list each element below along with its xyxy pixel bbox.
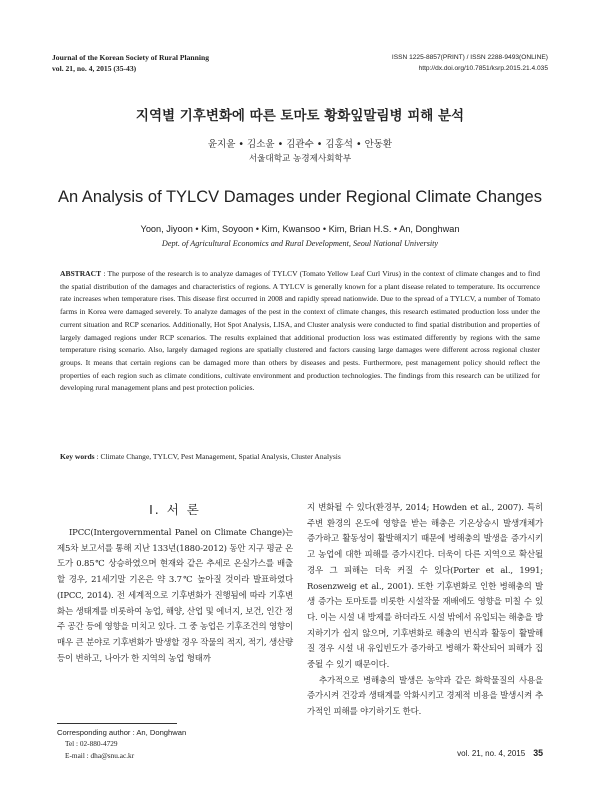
footer-volume: vol. 21, no. 4, 2015	[457, 749, 526, 758]
abstract-label: ABSTRACT	[60, 269, 102, 278]
issn: ISSN 1225-8857(PRINT) / ISSN 2288-9493(ONLINE)	[391, 54, 548, 61]
title-english: An Analysis of TYLCV Damages under Regional Climate Changes	[58, 188, 542, 206]
affiliation-english: Dept. of Agricultural Economics and Rural Development, Seoul National University	[161, 239, 439, 248]
keywords-text: : Climate Change, TYLCV, Pest Management, Spatial Analysis, Cluster Analysis	[94, 452, 341, 461]
keywords	[60, 452, 540, 461]
doi-link[interactable]: http://dx.doi.org/10.7851/ksrp.2015.21.4.035	[418, 65, 548, 72]
affiliation-korean: 서울대학교 농경제사회학부	[248, 154, 352, 164]
journal-header-left	[52, 52, 209, 74]
keywords-label: Key words	[60, 452, 95, 461]
body-column-left	[57, 525, 293, 666]
journal-name: Journal of the Korean Society of Rural Planning	[52, 53, 210, 62]
author-tel: Tel : 02-880-4729	[65, 739, 118, 749]
footnote-divider	[57, 723, 177, 724]
body-paragraph: 추가적으로 병해충의 발생은 농약과 같은 화학물질의 사용을 증가시켜 건강과 생태계를 악화시키고 경제적 비용을 발생시켜 추가적인 피해를 야기하기도 한다.	[307, 674, 543, 717]
volume-info: vol. 21, no. 4, 2015 (35-43)	[52, 64, 137, 73]
body-column-right	[307, 500, 543, 720]
abstract-text: : The purpose of the research is to analyze damages of TYLCV (Tomato Yellow Leaf Curl Virus) in the context of climate changes and to find the spatial distribution of the damages and characteristics of regions. A TYLCV is generally known for a plant disease related to temperature. Its occurrence rate increases when temperature rises. This disease first occurred in 2008 and rapidly spread nationwide. Due to the spread of a TYLCV, a number of Tomato farms in Korea were damaged severely. To analyze damages of the pest in the context of climate changes, this research estimated production loss under the current situation and RCP scenarios. Additionally, Hot Spot Analysis, LISA, and Cluster analysis were conducted to find spatial distribution and properties of largely damaged regions under RCP scenarios. The results explained that additional production loss was estimated differently by regions with the same temperature rising scenario. Also, largely damaged regions are spatially clustered and factors causing large damages were different across regional cluster groups. It means that certain regions can be damaged more than others by diseases and pests. Furthermore, pest management policy should reflect the properties of each region such as climate conditions, cultivate environment and production technologies. The findings from this research can be utilized for developing rural management plans and pest protection policies.	[60, 269, 540, 393]
title-korean: 지역별 기후변화에 따른 토마토 황화잎말림병 피해 분석	[135, 108, 465, 124]
journal-header-right	[392, 52, 548, 74]
page-number: 35	[533, 748, 543, 758]
authors-korean: 윤지윤 • 김소윤 • 김관수 • 김홍석 • 안동환	[207, 139, 393, 150]
corresponding-author-footnote	[57, 727, 186, 761]
author-email[interactable]: E-mail : dha@snu.ac.kr	[65, 750, 135, 760]
body-paragraph: 지 변화될 수 있다(환경부, 2014; Howden et al., 2007). 특히 주변 환경의 온도에 영향을 받는 해충은 기온상승시 발생개체가 증가하고 활동성이 활발해지기 때문에 병해충의 발생을 증가시키고 농업에 대한 피해를 증가시킨다. 더욱이 다른 지역으로 확산될 경우 그 피해는 더욱 커질 수 있다(Porter et al., 1991; Rosenzweig et al., 2001). 또한 기후변화로 인한 병해충의 발생 증가는 토마토를 비롯한 시설작물 재배에도 영향을 미칠 수 있다. 이는 시설 내 방제를 하더라도 시설 밖에서 유입되는 해충을 방지하기가 쉽지 않으며, 기후변화로 해충의 번식과 활동이 활발해질 경우 시설 내 유입빈도가 증가하고 병해가 확산되어 피해가 집중될 수 있기 때문이다.	[307, 502, 543, 670]
section-heading-introduction: I. 서 론	[149, 502, 201, 517]
corresponding-author: Corresponding author : An, Donghwan	[57, 728, 187, 737]
page-footer	[457, 748, 543, 758]
body-paragraph: IPCC(Intergovernmental Panel on Climate Change)는 제5차 보고서를 통해 지난 133년(1880-2012) 동안 지구 평균 온도가 0.85℃ 상승하였으며 현재와 같은 추세로 온실가스를 배출할 경우, 21세기말 기온은 약 3.7℃ 높아질 것이라 발표하였다(IPCC, 2014). 전 세계적으로 기후변화가 진행됨에 따라 기후변화는 생태계를 비롯하여 농업, 해양, 산업 및 에너지, 보건, 인간 정주 공간 등에 영향을 미치고 있다. 그 중 농업은 기후조건의 영향이 매우 큰 분야로 기후변화가 발생할 경우 작물의 적지, 적기, 생산량 등이 변하고, 나아가 한 지역의 농업 형태까	[57, 527, 293, 663]
abstract	[60, 268, 540, 395]
authors-english: Yoon, Jiyoon • Kim, Soyoon • Kim, Kwansoo • Kim, Brian H.S. • An, Donghwan	[140, 224, 460, 234]
